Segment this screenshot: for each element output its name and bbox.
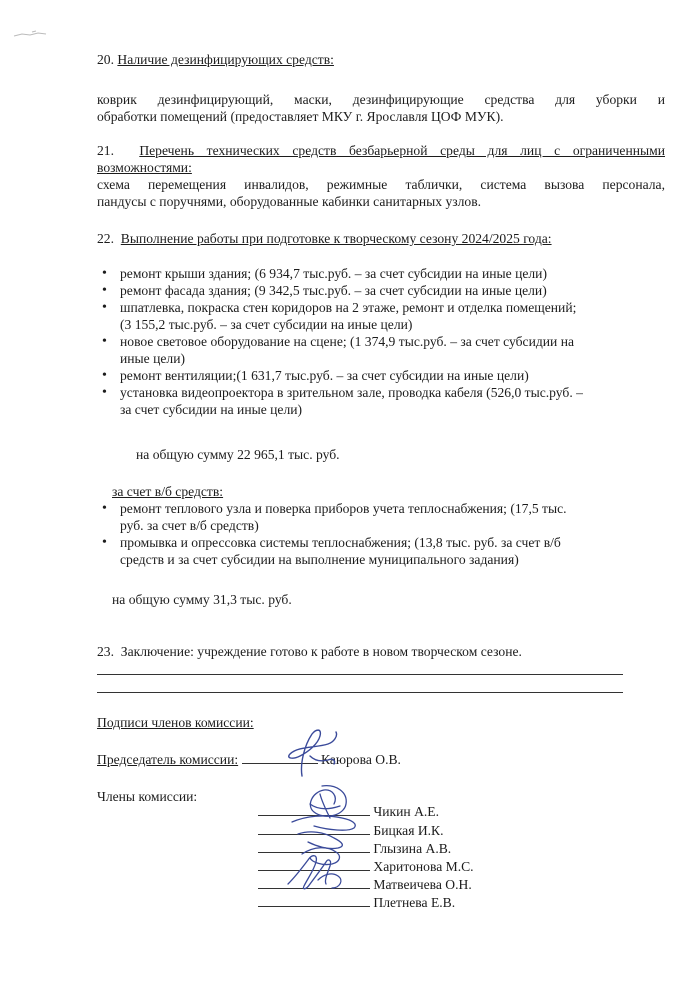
member-name: Бицкая И.К.	[373, 823, 444, 838]
section-20-number: 20.	[97, 52, 114, 67]
blank-line-2	[97, 692, 623, 693]
section-21-title-line-2: возможностями:	[97, 160, 192, 175]
member-name: Харитонова М.С.	[373, 859, 474, 874]
chair-row	[97, 751, 401, 768]
section-21-line-2: пандусы с поручнями, оборудованные кабинки санитарных узлов.	[97, 194, 482, 209]
member-name: Чикин А.Е.	[373, 804, 439, 819]
members-label: Члены комиссии:	[97, 789, 198, 804]
blank-line-1	[97, 674, 623, 675]
section-22-number: 22.	[97, 231, 114, 246]
member-row	[258, 876, 472, 893]
member-signature-line	[258, 852, 370, 853]
section-21-number: 21.	[97, 143, 114, 158]
member-row	[258, 822, 444, 839]
member-signature-line	[258, 815, 370, 816]
section-23-number: 23.	[97, 644, 114, 659]
member-name: Глызина А.В.	[373, 841, 452, 856]
subsidy-work-list	[100, 265, 660, 418]
own-funds-title: за счет в/б средств:	[112, 484, 224, 499]
list-item: • ремонт теплового узла и поверка приборов учета теплоснабжения; (17,5 тыс. руб. за счет в/б средств)	[100, 500, 660, 534]
subsidy-total: на общую сумму 22 965,1 тыс. руб.	[136, 447, 340, 462]
chair-name: Каюрова О.В.	[320, 752, 401, 767]
list-item: • ремонт вентиляции;(1 631,7 тыс.руб. – за счет субсидии на иные цели)	[100, 367, 660, 384]
list-item: • шпатлевка, покраска стен коридоров на 2 этаже, ремонт и отделка помещений; (3 155,2 тыс.руб. – за счет субсидии на иные цели)	[100, 299, 660, 333]
member-signature-line	[258, 834, 370, 835]
section-23-text: Заключение: учреждение готово к работе в новом творческом сезоне.	[120, 644, 522, 659]
scan-artifact	[12, 28, 62, 40]
member-name: Матвеичева О.Н.	[373, 877, 472, 892]
own-funds-list	[100, 500, 660, 568]
list-item: • установка видеопроектора в зрительном зале, проводка кабеля (526,0 тыс.руб. – за счет субсидии на иные цели)	[100, 384, 660, 418]
list-item: • ремонт крыши здания; (6 934,7 тыс.руб. – за счет субсидии на иные цели)	[100, 265, 660, 282]
member-row	[258, 803, 439, 820]
list-item: • новое световое оборудование на сцене; (1 374,9 тыс.руб. – за счет субсидии на иные цели)	[100, 333, 660, 367]
section-23-heading	[97, 643, 665, 660]
signatures-heading: Подписи членов комиссии:	[97, 715, 254, 730]
section-22-title: Выполнение работы при подготовке к творческому сезону 2024/2025 года:	[120, 231, 552, 246]
section-20-title: Наличие дезинфицирующих средств:	[117, 52, 334, 67]
section-21-line-1: схема перемещения инвалидов, режимные таблички, система вызова персонала,	[97, 177, 665, 192]
section-21-heading	[97, 142, 665, 159]
member-name: Плетнева Е.В.	[373, 895, 456, 910]
section-20-line-2: обработки помещений (предоставляет МКУ г. Ярославля ЦОФ МУК).	[97, 109, 504, 124]
member-row	[258, 858, 474, 875]
member-signature-line	[258, 870, 370, 871]
chair-signature-line	[242, 763, 318, 764]
member-signature-line	[258, 888, 370, 889]
member-row	[258, 894, 455, 911]
member-signature-line	[258, 906, 370, 907]
member-row	[258, 840, 451, 857]
section-22-heading	[97, 230, 665, 247]
section-20-heading	[97, 51, 665, 68]
section-20-line-1: коврик дезинфицирующий, маски, дезинфицирующие средства для уборки и	[97, 92, 665, 107]
list-item: • промывка и опрессовка системы теплоснабжения; (13,8 тыс. руб. за счет в/б средств и за счет субсидии на выполнение муниципального задания)	[100, 534, 660, 568]
chair-label: Председатель комиссии:	[97, 752, 239, 767]
section-21-title-line-1: Перечень технических средств безбарьерной среды для лиц с ограниченными	[139, 143, 666, 158]
list-item: • ремонт фасада здания; (9 342,5 тыс.руб. – за счет субсидии на иные цели)	[100, 282, 660, 299]
own-funds-total: на общую сумму 31,3 тыс. руб.	[112, 592, 292, 607]
